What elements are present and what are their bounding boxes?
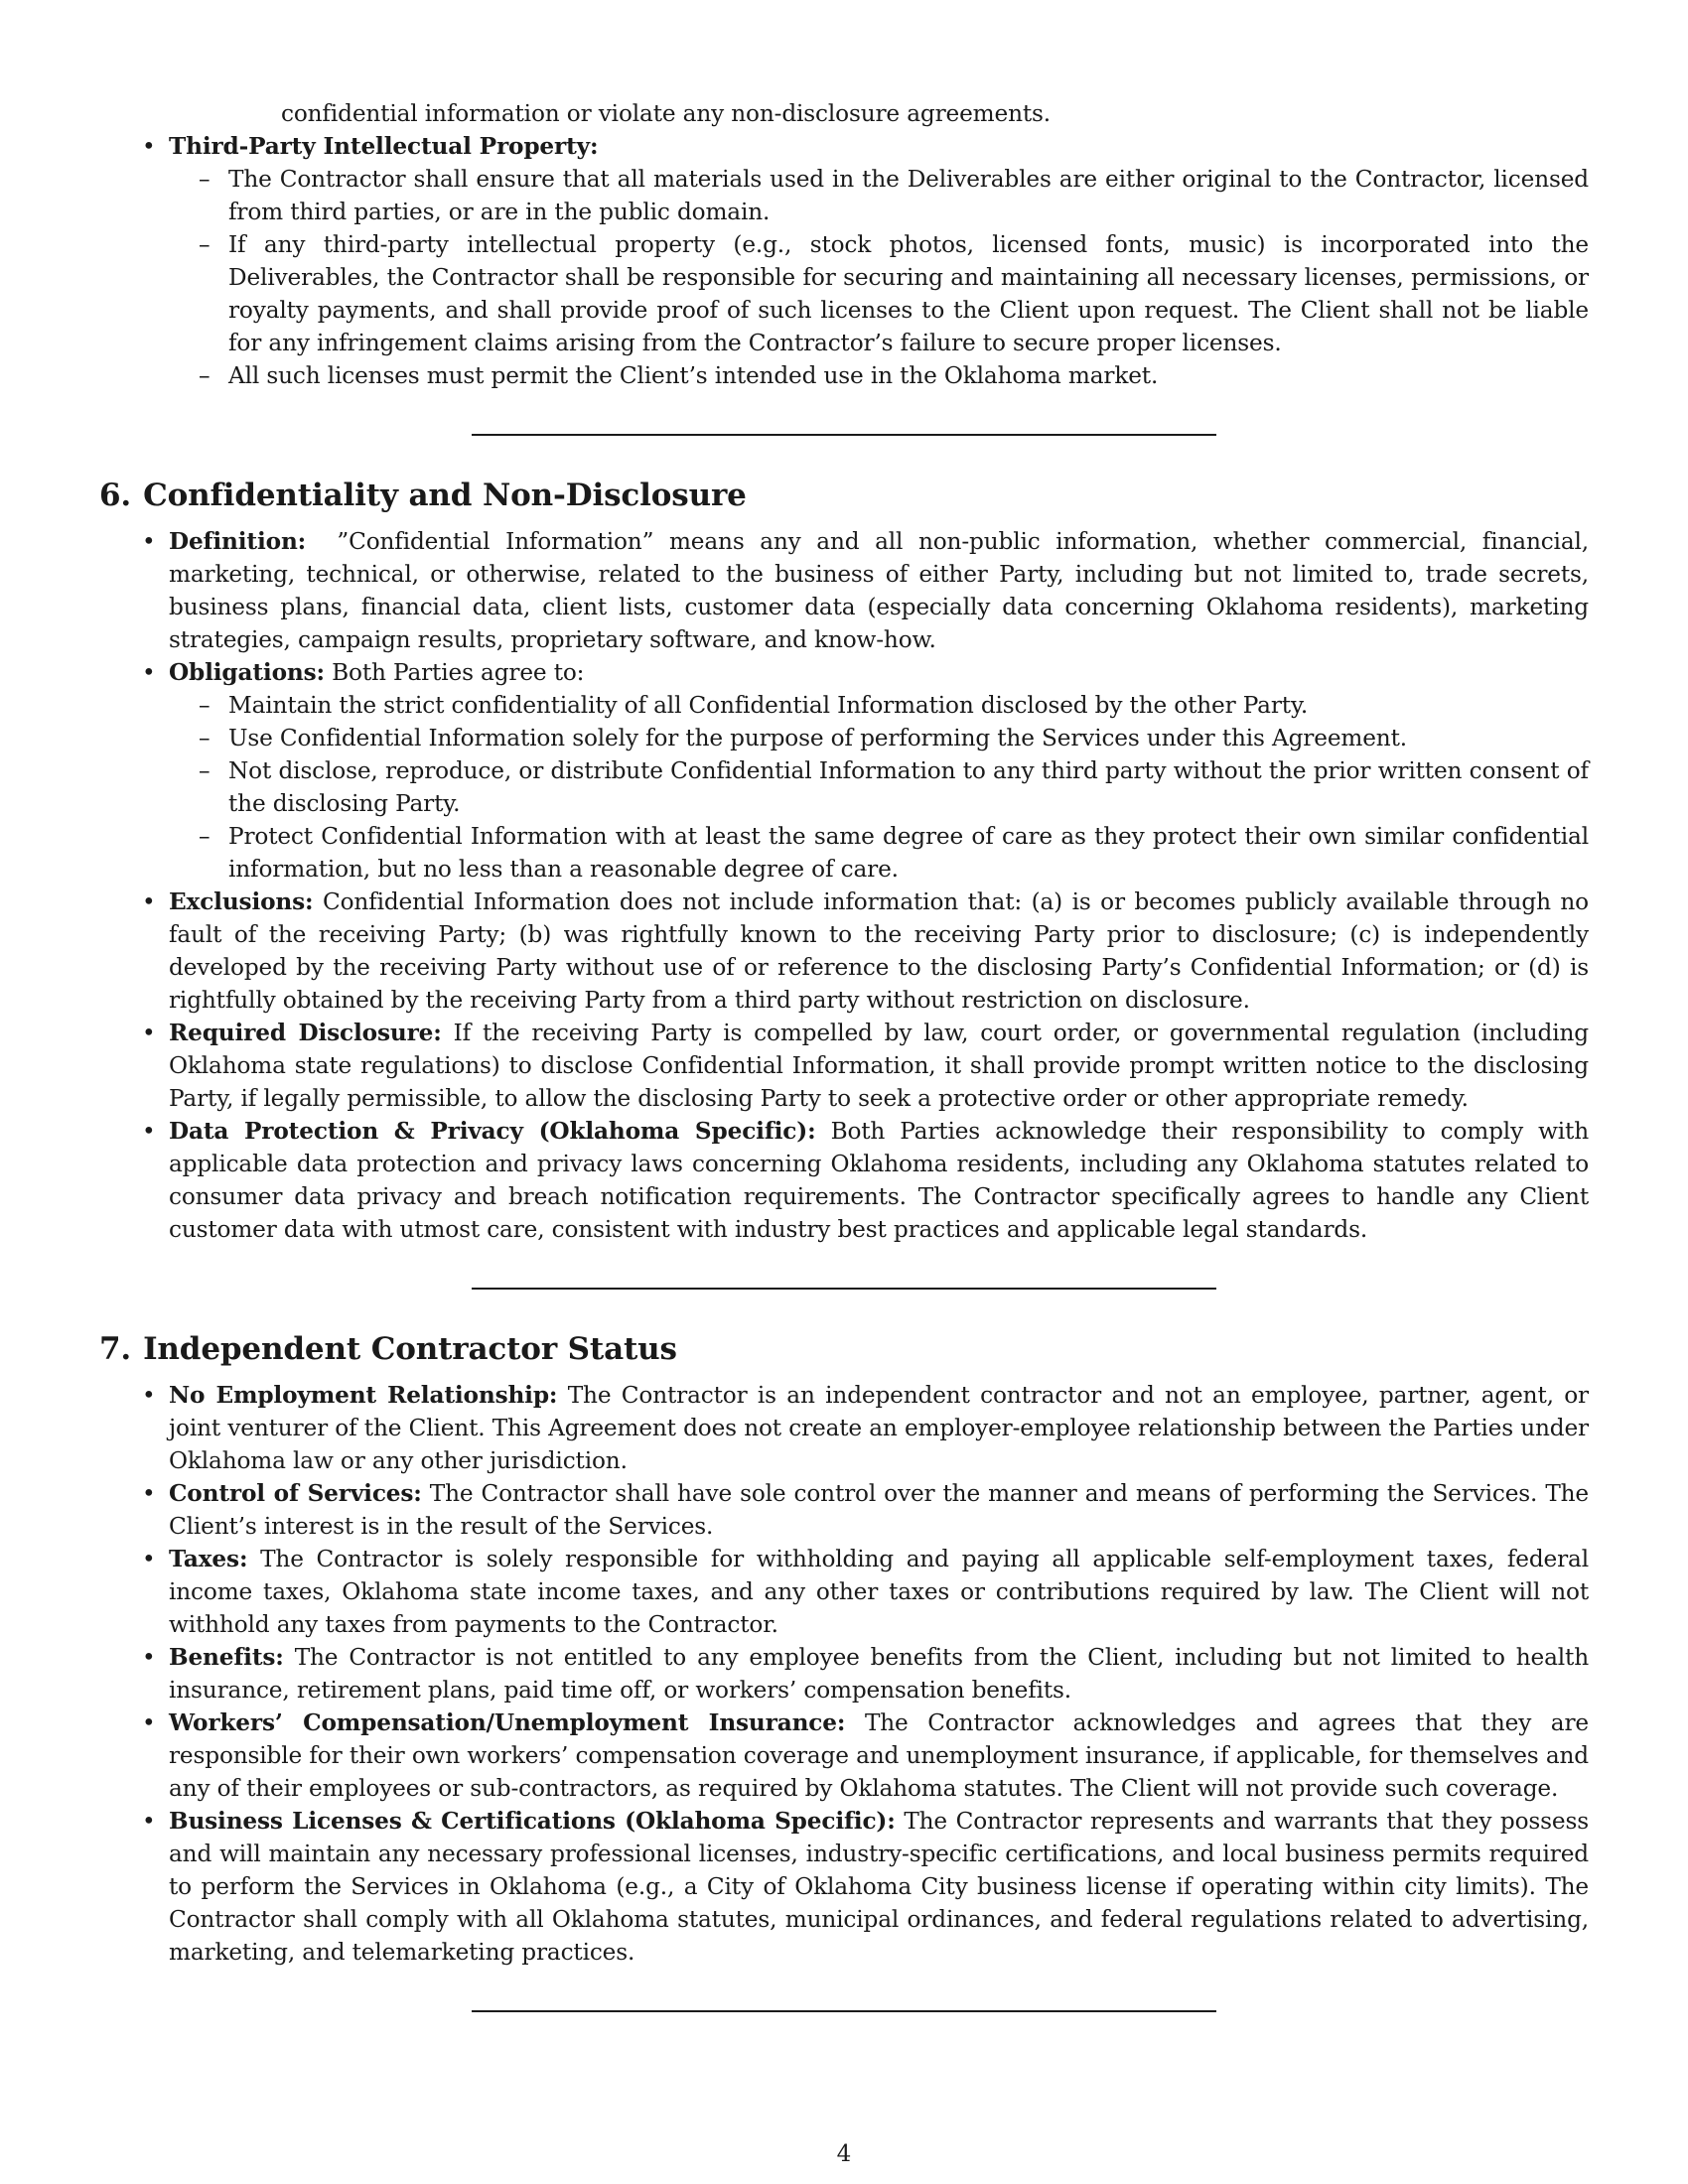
section-title: Confidentiality and Non-Disclosure	[143, 478, 747, 513]
section5-tail-list	[99, 130, 1589, 392]
list-item-required-disclosure	[169, 1017, 1589, 1115]
section-number: 6.	[99, 478, 132, 513]
section-title: Independent Contractor Status	[143, 1331, 677, 1367]
continuation-text: confidential information or violate any non-disclosure agreements.	[281, 100, 1051, 127]
sublist-item: – Use Confidential Information solely for the purpose of performing the Services under this Agreement.	[228, 722, 1589, 754]
list-item-workers-comp	[169, 1706, 1589, 1805]
item-label: Third-Party Intellectual Property:	[169, 133, 599, 160]
item-label: Data Protection & Privacy (Oklahoma Specific):	[169, 1118, 816, 1145]
item-text: The Contractor acknowledges and agrees that they are responsible for their own workers’ compensation coverage and unemployment insurance, if applicable, for themselves and any of their employees or sub-contractors, as required by Oklahoma statutes. The Client will not provide such coverage.	[169, 1709, 1589, 1802]
sublist-item: – If any third-party intellectual property (e.g., stock photos, licensed fonts, music) is incorporated into the Deliverables, the Contractor shall be responsible for securing and maintaining all necessary licenses, permissions, or royalty payments, and shall provide proof of such licenses to the Client upon request. The Client shall not be liable for any infringement claims arising from the Contractor’s failure to secure proper licenses.	[228, 228, 1589, 359]
section-6-heading	[99, 476, 1589, 515]
item-label: Exclusions:	[169, 888, 314, 915]
item-text: Both Parties acknowledge their responsibility to comply with applicable data protection and privacy laws concerning Oklahoma residents, including any Oklahoma statutes related to consumer data privacy and breach notification requirements. The Contractor specifically agrees to handle any Client customer data with utmost care, consistent with industry best practices and applicable legal standards.	[169, 1118, 1589, 1243]
section7-list	[99, 1379, 1589, 1969]
sublist-item: – All such licenses must permit the Client’s intended use in the Oklahoma market.	[228, 359, 1589, 392]
item-text: Confidential Information does not include information that: (a) is or becomes publicly available through no fault of the receiving Party; (b) was rightfully known to the receiving Party prior to disclosure; (c) is independently developed by the receiving Party without use of or reference to the disclosing Party’s Confidential Information; or (d) is rightfully obtained by the receiving Party from a third party without restriction on disclosure.	[169, 888, 1589, 1014]
item-text: The Contractor is solely responsible for withholding and paying all applicable self-employment taxes, federal income taxes, Oklahoma state income taxes, and any other taxes or contributions required by law. The Client will not withhold any taxes from payments to the Contractor.	[169, 1546, 1589, 1638]
page-content	[99, 97, 1589, 2012]
obligations-sublist	[169, 689, 1589, 886]
item-text: The Contractor shall have sole control over the manner and means of performing the Services. The Client’s interest is in the result of the Services.	[169, 1480, 1589, 1540]
list-item-data-protection	[169, 1115, 1589, 1246]
item-label: No Employment Relationship:	[169, 1382, 558, 1409]
list-item-no-employment	[169, 1379, 1589, 1477]
list-item-control	[169, 1477, 1589, 1543]
item-label: Business Licenses & Certifications (Oklahoma Specific):	[169, 1808, 896, 1835]
item-text: ”Confidential Information” means any and all non-public information, whether commercial, financial, marketing, technical, or otherwise, related to the business of either Party, including but not limited to, trade secrets, business plans, financial data, client lists, customer data (especially data concerning Oklahoma residents), marketing strategies, campaign results, proprietary software, and know-how.	[169, 528, 1589, 653]
sublist-item: – The Contractor shall ensure that all materials used in the Deliverables are either original to the Contractor, licensed from third parties, or are in the public domain.	[228, 163, 1589, 228]
section-divider	[472, 2010, 1216, 2012]
list-item-definition	[169, 525, 1589, 656]
list-item-obligations	[169, 656, 1589, 886]
item-label: Workers’ Compensation/Unemployment Insurance:	[169, 1709, 846, 1736]
list-item-third-party-ip	[169, 130, 1589, 392]
item-text: The Contractor is not entitled to any employee benefits from the Client, including but not limited to health insurance, retirement plans, paid time off, or workers’ compensation benefits.	[169, 1644, 1589, 1704]
section6-list	[99, 525, 1589, 1246]
list-item-taxes	[169, 1543, 1589, 1641]
page-number: 4	[836, 2141, 852, 2167]
section-divider	[472, 434, 1216, 436]
third-party-sublist	[169, 163, 1589, 392]
item-label: Control of Services:	[169, 1480, 422, 1507]
item-label: Taxes:	[169, 1546, 248, 1572]
section-7-heading	[99, 1329, 1589, 1369]
item-label: Obligations:	[169, 659, 325, 686]
item-text: The Contractor represents and warrants that they possess and will maintain any necessary professional licenses, industry-specific certifications, and local business permits required to perform the Services in Oklahoma (e.g., a City of Oklahoma City business license if operating within city limits). The Contractor shall comply with all Oklahoma statutes, municipal ordinances, and federal regulations related to advertising, marketing, and telemarketing practices.	[169, 1808, 1589, 1966]
sublist-item: – Not disclose, reproduce, or distribute Confidential Information to any third party without the prior written consent of the disclosing Party.	[228, 754, 1589, 820]
list-item-exclusions	[169, 886, 1589, 1017]
item-label: Benefits:	[169, 1644, 284, 1671]
list-item-licenses	[169, 1805, 1589, 1969]
item-text: If the receiving Party is compelled by law, court order, or governmental regulation (including Oklahoma state regulations) to disclose Confidential Information, it shall provide prompt written notice to the disclosing Party, if legally permissible, to allow the disclosing Party to seek a protective order or other appropriate remedy.	[169, 1020, 1589, 1112]
section-divider	[472, 1288, 1216, 1290]
item-text: The Contractor is an independent contractor and not an employee, partner, agent, or joint venturer of the Client. This Agreement does not create an employer-employee relationship between the Parties under Oklahoma law or any other jurisdiction.	[169, 1382, 1589, 1474]
item-label: Required Disclosure:	[169, 1020, 442, 1046]
sublist-item: – Maintain the strict confidentiality of all Confidential Information disclosed by the other Party.	[228, 689, 1589, 722]
list-item-benefits	[169, 1641, 1589, 1706]
item-text: Both Parties agree to:	[332, 659, 585, 686]
item-label: Definition:	[169, 528, 307, 555]
section-number: 7.	[99, 1331, 132, 1367]
sublist-item: – Protect Confidential Information with at least the same degree of care as they protect their own similar confidential information, but no less than a reasonable degree of care.	[228, 820, 1589, 886]
